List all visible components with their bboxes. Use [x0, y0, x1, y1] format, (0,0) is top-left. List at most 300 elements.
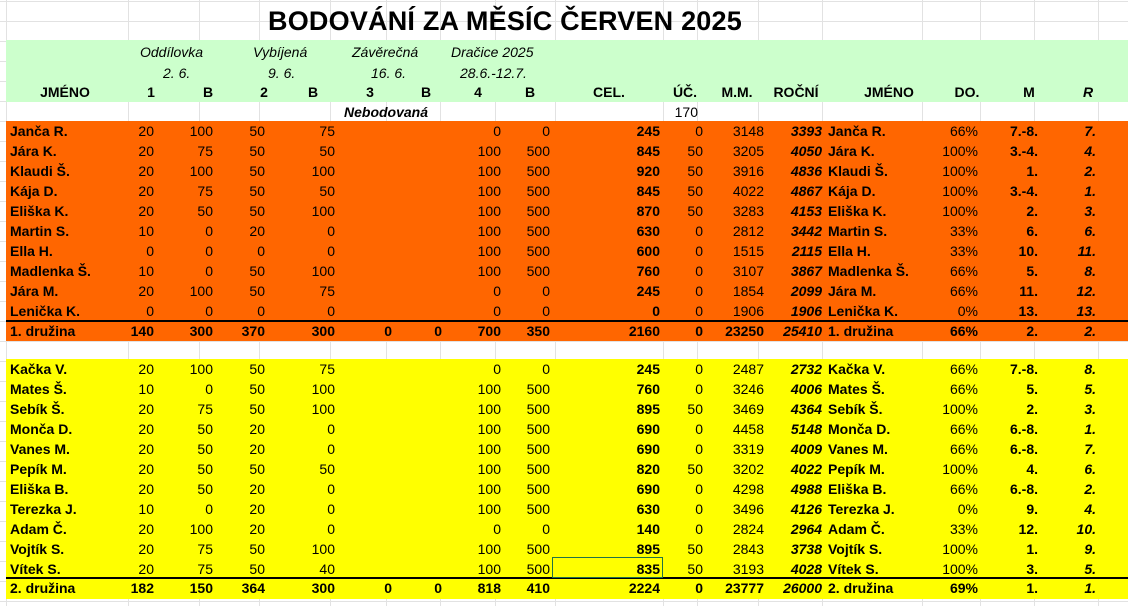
- cell-col-r[interactable]: 7.: [1084, 441, 1096, 457]
- cell-col-yearly[interactable]: 2115: [791, 243, 822, 259]
- cell-col-3[interactable]: [338, 181, 392, 201]
- cell-col-b4[interactable]: 0: [542, 521, 550, 537]
- cell-col-1[interactable]: 182: [130, 580, 154, 596]
- cell-name[interactable]: Adam Č.: [10, 521, 67, 537]
- cell-col-r[interactable]: 6.: [1084, 223, 1096, 239]
- cell-col-mm[interactable]: 3148: [732, 123, 764, 139]
- cell-col-m[interactable]: 13.: [1018, 303, 1038, 319]
- cell-col-b1[interactable]: 50: [197, 203, 213, 219]
- cell-col-yearly[interactable]: 4009: [790, 441, 822, 457]
- cell-col-b2[interactable]: 0: [327, 303, 335, 319]
- sheet-title[interactable]: BODOVÁNÍ ZA MĚSÍC ČERVEN 2025: [268, 6, 742, 36]
- cell-col-participation[interactable]: 0: [695, 303, 703, 319]
- col-header-b4[interactable]: B: [524, 84, 536, 100]
- cell-col-b4[interactable]: 500: [526, 381, 550, 397]
- cell-col-4[interactable]: 0: [493, 361, 501, 377]
- cell-col-participation[interactable]: 50: [687, 143, 703, 159]
- cell-col-participation[interactable]: 0: [695, 323, 703, 339]
- cell-col-m[interactable]: 6.-8.: [1009, 421, 1038, 437]
- cell-col-b1[interactable]: 50: [197, 441, 213, 457]
- cell-col-participation[interactable]: 0: [695, 243, 703, 259]
- cell-col-2[interactable]: 364: [241, 580, 265, 596]
- cell-col-1[interactable]: 20: [138, 421, 154, 437]
- selected-cell[interactable]: [552, 557, 663, 578]
- cell-col-b3[interactable]: [396, 301, 442, 321]
- cell-col-m[interactable]: 3.: [1026, 561, 1038, 577]
- cell-col-attendance[interactable]: 100%: [942, 461, 978, 477]
- cell-col-b4[interactable]: 410: [526, 580, 550, 596]
- cell-col-b4[interactable]: 500: [526, 143, 550, 159]
- event-date-4[interactable]: 28.6.-12.7.: [460, 65, 527, 81]
- cell-name-2[interactable]: Monča D.: [828, 421, 891, 437]
- cell-col-4[interactable]: 100: [477, 501, 501, 517]
- cell-col-1[interactable]: 0: [146, 303, 154, 319]
- cell-col-b1[interactable]: 75: [197, 401, 213, 417]
- cell-col-3[interactable]: [338, 539, 392, 559]
- cell-col-r[interactable]: 7.: [1084, 123, 1096, 139]
- cell-col-1[interactable]: 10: [138, 223, 154, 239]
- cell-col-2[interactable]: 50: [249, 183, 265, 199]
- cell-col-4[interactable]: 0: [493, 123, 501, 139]
- cell-col-participation[interactable]: 0: [695, 441, 703, 457]
- cell-col-4[interactable]: 100: [477, 461, 501, 477]
- col-header-m[interactable]: M: [1023, 84, 1035, 100]
- cell-col-total[interactable]: 140: [636, 521, 660, 537]
- cell-col-total[interactable]: 2224: [628, 580, 660, 596]
- cell-col-b3[interactable]: [396, 519, 442, 539]
- cell-name[interactable]: 2. družina: [10, 580, 76, 596]
- cell-col-b4[interactable]: 500: [526, 561, 550, 577]
- col-header-b2[interactable]: B: [307, 84, 319, 100]
- cell-col-1[interactable]: 10: [138, 381, 154, 397]
- cell-name-2[interactable]: Ella H.: [828, 243, 871, 259]
- cell-name[interactable]: Madlenka Š.: [10, 263, 91, 279]
- col-header-2[interactable]: 2: [260, 84, 268, 100]
- cell-col-r[interactable]: 2.: [1084, 323, 1096, 339]
- cell-name[interactable]: Vojtík S.: [10, 541, 65, 557]
- cell-col-3[interactable]: [338, 399, 392, 419]
- cell-col-m[interactable]: 7.-8.: [1009, 361, 1038, 377]
- cell-col-1[interactable]: 20: [138, 361, 154, 377]
- cell-col-total[interactable]: 760: [636, 381, 660, 397]
- cell-col-yearly[interactable]: 3867: [790, 263, 822, 279]
- cell-col-3[interactable]: [338, 261, 392, 281]
- cell-name[interactable]: Vanes M.: [10, 441, 70, 457]
- cell-col-b2[interactable]: 300: [311, 580, 335, 596]
- cell-col-attendance[interactable]: 100%: [942, 401, 978, 417]
- cell-col-1[interactable]: 0: [146, 243, 154, 259]
- cell-col-2[interactable]: 50: [249, 381, 265, 397]
- cell-col-3[interactable]: [338, 419, 392, 439]
- cell-col-mm[interactable]: 3496: [732, 501, 764, 517]
- cell-name-2[interactable]: Pepík M.: [828, 461, 885, 477]
- col-header-1[interactable]: 1: [147, 84, 155, 100]
- cell-col-mm[interactable]: 1854: [732, 283, 764, 299]
- cell-col-attendance[interactable]: 33%: [949, 243, 978, 259]
- cell-col-b1[interactable]: 0: [205, 223, 213, 239]
- cell-col-b3[interactable]: [396, 479, 442, 499]
- cell-name-2[interactable]: Klaudi Š.: [828, 163, 888, 179]
- cell-col-mm[interactable]: 3202: [732, 461, 764, 477]
- cell-name[interactable]: Pepík M.: [10, 461, 67, 477]
- cell-col-yearly[interactable]: 3442: [790, 223, 822, 239]
- cell-col-b3[interactable]: [396, 221, 442, 241]
- cell-col-4[interactable]: 100: [477, 263, 501, 279]
- cell-col-attendance[interactable]: 69%: [949, 580, 978, 596]
- cell-col-2[interactable]: 370: [241, 323, 265, 339]
- cell-col-3[interactable]: [338, 499, 392, 519]
- cell-col-m[interactable]: 11.: [1019, 283, 1038, 299]
- cell-col-3[interactable]: 0: [384, 323, 392, 339]
- cell-col-mm[interactable]: 3205: [732, 143, 764, 159]
- cell-col-3[interactable]: 0: [384, 580, 392, 596]
- cell-col-1[interactable]: 140: [130, 323, 154, 339]
- cell-col-4[interactable]: 100: [477, 421, 501, 437]
- cell-col-b3[interactable]: 0: [434, 580, 442, 596]
- event-date-1[interactable]: 2. 6.: [163, 65, 191, 81]
- cell-col-participation[interactable]: 0: [695, 283, 703, 299]
- cell-col-2[interactable]: 50: [249, 163, 265, 179]
- cell-col-4[interactable]: 100: [477, 143, 501, 159]
- cell-col-4[interactable]: 100: [477, 441, 501, 457]
- cell-col-r[interactable]: 2.: [1084, 163, 1096, 179]
- cell-col-m[interactable]: 5.: [1026, 263, 1038, 279]
- cell-name[interactable]: Mates Š.: [10, 381, 67, 397]
- cell-col-mm[interactable]: 2843: [732, 541, 764, 557]
- unscored-label[interactable]: Nebodovaná: [344, 104, 429, 120]
- cell-col-yearly[interactable]: 3738: [790, 541, 822, 557]
- event-name-2[interactable]: Vybíjená: [253, 44, 308, 60]
- cell-col-mm[interactable]: 3107: [732, 263, 764, 279]
- cell-col-yearly[interactable]: 4050: [790, 143, 822, 159]
- cell-col-1[interactable]: 20: [138, 561, 154, 577]
- cell-col-2[interactable]: 50: [249, 401, 265, 417]
- cell-col-1[interactable]: 20: [138, 481, 154, 497]
- cell-col-b2[interactable]: 100: [311, 401, 335, 417]
- cell-name-2[interactable]: Kája D.: [828, 183, 876, 199]
- cell-name[interactable]: Ella H.: [10, 243, 53, 259]
- cell-col-participation[interactable]: 50: [687, 461, 703, 477]
- cell-col-1[interactable]: 20: [138, 521, 154, 537]
- cell-name[interactable]: Jára M.: [10, 283, 59, 299]
- cell-col-attendance[interactable]: 33%: [949, 223, 978, 239]
- cell-col-mm[interactable]: 23777: [725, 580, 764, 596]
- cell-name[interactable]: Janča R.: [10, 123, 68, 139]
- cell-col-m[interactable]: 1.: [1026, 580, 1038, 596]
- cell-col-1[interactable]: 20: [138, 163, 154, 179]
- cell-col-mm[interactable]: 3246: [732, 381, 764, 397]
- cell-col-r[interactable]: 8.: [1084, 263, 1096, 279]
- cell-col-2[interactable]: 50: [249, 361, 265, 377]
- cell-col-b4[interactable]: 500: [526, 243, 550, 259]
- cell-col-3[interactable]: [338, 459, 392, 479]
- cell-col-participation[interactable]: 50: [687, 561, 703, 577]
- cell-col-r[interactable]: 3.: [1084, 401, 1096, 417]
- cell-name-2[interactable]: Eliška B.: [828, 481, 887, 497]
- cell-col-yearly[interactable]: 4867: [790, 183, 822, 199]
- cell-name[interactable]: Kája D.: [10, 183, 58, 199]
- event-name-3[interactable]: Závěrečná: [352, 44, 419, 60]
- cell-col-b2[interactable]: 0: [327, 481, 335, 497]
- cell-col-yearly[interactable]: 4364: [790, 401, 822, 417]
- cell-col-2[interactable]: 50: [249, 123, 265, 139]
- cell-col-4[interactable]: 100: [477, 183, 501, 199]
- cell-col-b3[interactable]: [396, 399, 442, 419]
- cell-name-2[interactable]: Jára K.: [828, 143, 875, 159]
- cell-col-b2[interactable]: 0: [327, 501, 335, 517]
- cell-col-participation[interactable]: 0: [695, 421, 703, 437]
- cell-col-total[interactable]: 895: [636, 541, 660, 557]
- event-date-2[interactable]: 9. 6.: [268, 65, 296, 81]
- col-header-total[interactable]: CEL.: [593, 84, 625, 100]
- cell-col-b3[interactable]: [396, 281, 442, 301]
- cell-col-b4[interactable]: 500: [526, 183, 550, 199]
- cell-col-1[interactable]: 20: [138, 461, 154, 477]
- cell-col-4[interactable]: 100: [477, 223, 501, 239]
- cell-col-total[interactable]: 245: [636, 123, 660, 139]
- cell-col-yearly[interactable]: 4022: [790, 461, 822, 477]
- cell-col-b4[interactable]: 500: [526, 481, 550, 497]
- cell-col-participation[interactable]: 50: [687, 183, 703, 199]
- cell-col-mm[interactable]: 23250: [725, 323, 764, 339]
- cell-col-yearly[interactable]: 4153: [790, 203, 822, 219]
- cell-col-2[interactable]: 0: [257, 303, 265, 319]
- cell-col-b1[interactable]: 0: [205, 243, 213, 259]
- cell-col-mm[interactable]: 2824: [732, 521, 764, 537]
- cell-col-yearly[interactable]: 2732: [790, 361, 822, 377]
- cell-col-m[interactable]: 6.: [1026, 223, 1038, 239]
- event-date-3[interactable]: 16. 6.: [371, 65, 407, 81]
- cell-col-m[interactable]: 3.-4.: [1009, 183, 1038, 199]
- cell-col-2[interactable]: 0: [257, 243, 265, 259]
- cell-col-total[interactable]: 845: [636, 183, 660, 199]
- col-header-name[interactable]: JMÉNO: [40, 84, 90, 100]
- cell-col-b1[interactable]: 100: [189, 283, 213, 299]
- cell-col-2[interactable]: 50: [249, 461, 265, 477]
- cell-col-b1[interactable]: 0: [205, 501, 213, 517]
- cell-col-total[interactable]: 820: [636, 461, 660, 477]
- cell-col-participation[interactable]: 50: [687, 163, 703, 179]
- cell-col-2[interactable]: 50: [249, 561, 265, 577]
- cell-col-m[interactable]: 2.: [1026, 203, 1038, 219]
- cell-col-m[interactable]: 6.-8.: [1009, 481, 1038, 497]
- cell-col-3[interactable]: [338, 301, 392, 321]
- cell-col-mm[interactable]: 2812: [732, 223, 764, 239]
- cell-name-2[interactable]: Vojtík S.: [828, 541, 883, 557]
- cell-col-m[interactable]: 4.: [1026, 461, 1038, 477]
- cell-name[interactable]: Terezka J.: [10, 501, 77, 517]
- cell-col-b1[interactable]: 100: [189, 521, 213, 537]
- cell-col-attendance[interactable]: 100%: [942, 203, 978, 219]
- cell-col-m[interactable]: 1.: [1026, 541, 1038, 557]
- cell-col-3[interactable]: [338, 379, 392, 399]
- cell-col-b2[interactable]: 75: [319, 361, 335, 377]
- cell-col-b4[interactable]: 0: [542, 303, 550, 319]
- cell-name[interactable]: Eliška B.: [10, 481, 69, 497]
- cell-col-attendance[interactable]: 66%: [949, 283, 978, 299]
- cell-col-b3[interactable]: [396, 181, 442, 201]
- cell-name[interactable]: Lenička K.: [10, 303, 81, 319]
- cell-col-b3[interactable]: 0: [434, 323, 442, 339]
- cell-col-2[interactable]: 50: [249, 541, 265, 557]
- col-header-3[interactable]: 3: [366, 84, 374, 100]
- cell-col-1[interactable]: 20: [138, 401, 154, 417]
- cell-col-r[interactable]: 8.: [1084, 361, 1096, 377]
- cell-col-r[interactable]: 1.: [1084, 580, 1096, 596]
- cell-col-b3[interactable]: [396, 241, 442, 261]
- cell-col-yearly[interactable]: 4836: [790, 163, 822, 179]
- cell-col-mm[interactable]: 1906: [732, 303, 764, 319]
- cell-col-3[interactable]: [338, 141, 392, 161]
- cell-col-4[interactable]: 100: [477, 381, 501, 397]
- cell-col-mm[interactable]: 3319: [732, 441, 764, 457]
- cell-col-r[interactable]: 12.: [1076, 283, 1096, 299]
- cell-col-b4[interactable]: 500: [526, 541, 550, 557]
- cell-col-m[interactable]: 2.: [1026, 401, 1038, 417]
- cell-col-4[interactable]: 100: [477, 203, 501, 219]
- cell-col-2[interactable]: 20: [249, 441, 265, 457]
- cell-col-participation[interactable]: 0: [695, 481, 703, 497]
- cell-col-b2[interactable]: 100: [311, 381, 335, 397]
- cell-col-m[interactable]: 6.-8.: [1009, 441, 1038, 457]
- cell-col-mm[interactable]: 3283: [732, 203, 764, 219]
- cell-col-total[interactable]: 630: [636, 501, 660, 517]
- cell-name-2[interactable]: 2. družina: [828, 580, 894, 596]
- cell-col-b1[interactable]: 50: [197, 461, 213, 477]
- cell-col-b2[interactable]: 0: [327, 223, 335, 239]
- cell-col-1[interactable]: 10: [138, 501, 154, 517]
- cell-col-yearly[interactable]: 4126: [790, 501, 822, 517]
- cell-col-attendance[interactable]: 66%: [949, 481, 978, 497]
- cell-col-mm[interactable]: 3193: [732, 561, 764, 577]
- cell-col-r[interactable]: 11.: [1077, 243, 1096, 259]
- cell-col-b2[interactable]: 50: [319, 461, 335, 477]
- col-header-yearly[interactable]: ROČNÍ: [773, 84, 819, 100]
- cell-name[interactable]: Vítek S.: [10, 561, 61, 577]
- cell-col-b1[interactable]: 0: [205, 263, 213, 279]
- cell-col-yearly[interactable]: 25410: [783, 323, 822, 339]
- cell-col-mm[interactable]: 2487: [732, 361, 764, 377]
- cell-col-b4[interactable]: 500: [526, 203, 550, 219]
- cell-name[interactable]: Eliška K.: [10, 203, 69, 219]
- cell-col-participation[interactable]: 50: [687, 203, 703, 219]
- cell-col-m[interactable]: 3.-4.: [1009, 143, 1038, 159]
- cell-col-b1[interactable]: 100: [189, 123, 213, 139]
- cell-col-participation[interactable]: 0: [695, 123, 703, 139]
- cell-name-2[interactable]: Janča R.: [828, 123, 886, 139]
- cell-col-b1[interactable]: 75: [197, 561, 213, 577]
- cell-name[interactable]: Monča D.: [10, 421, 73, 437]
- cell-col-1[interactable]: 20: [138, 123, 154, 139]
- cell-col-b1[interactable]: 300: [189, 323, 213, 339]
- col-header-b1[interactable]: B: [202, 84, 214, 100]
- cell-col-participation[interactable]: 0: [695, 580, 703, 596]
- cell-col-attendance[interactable]: 100%: [942, 163, 978, 179]
- col-header-name-2[interactable]: JMÉNO: [864, 84, 914, 100]
- cell-col-2[interactable]: 20: [249, 223, 265, 239]
- cell-col-m[interactable]: 2.: [1026, 323, 1038, 339]
- cell-col-mm[interactable]: 1515: [732, 243, 764, 259]
- col-header-participation[interactable]: ÚČ.: [672, 84, 698, 100]
- cell-col-4[interactable]: 100: [477, 561, 501, 577]
- cell-col-4[interactable]: 818: [477, 580, 501, 596]
- cell-col-1[interactable]: 10: [138, 263, 154, 279]
- cell-col-total[interactable]: 690: [636, 481, 660, 497]
- cell-col-b3[interactable]: [396, 141, 442, 161]
- cell-col-2[interactable]: 50: [249, 143, 265, 159]
- cell-col-b4[interactable]: 350: [526, 323, 550, 339]
- cell-col-b1[interactable]: 150: [189, 580, 213, 596]
- cell-col-b2[interactable]: 0: [327, 441, 335, 457]
- cell-col-b3[interactable]: [396, 499, 442, 519]
- cell-col-b3[interactable]: [396, 161, 442, 181]
- cell-col-attendance[interactable]: 100%: [942, 183, 978, 199]
- cell-col-b3[interactable]: [396, 201, 442, 221]
- cell-col-3[interactable]: [338, 121, 392, 141]
- event-name-1[interactable]: Oddílovka: [140, 44, 204, 60]
- cell-name-2[interactable]: Martin S.: [828, 223, 888, 239]
- cell-col-b3[interactable]: [396, 439, 442, 459]
- cell-col-r[interactable]: 2.: [1084, 481, 1096, 497]
- cell-col-total[interactable]: 245: [636, 361, 660, 377]
- cell-col-b3[interactable]: [396, 539, 442, 559]
- cell-col-4[interactable]: 0: [493, 283, 501, 299]
- cell-col-b2[interactable]: 75: [319, 123, 335, 139]
- cell-col-b4[interactable]: 500: [526, 461, 550, 477]
- cell-col-participation[interactable]: 50: [687, 541, 703, 557]
- cell-col-b1[interactable]: 0: [205, 381, 213, 397]
- cell-col-r[interactable]: 9.: [1084, 541, 1096, 557]
- cell-col-b2[interactable]: 300: [311, 323, 335, 339]
- cell-col-total[interactable]: 630: [636, 223, 660, 239]
- cell-col-r[interactable]: 4.: [1084, 143, 1096, 159]
- cell-col-yearly[interactable]: 4988: [790, 481, 822, 497]
- col-header-attendance[interactable]: DO.: [954, 84, 980, 100]
- cell-name-2[interactable]: Madlenka Š.: [828, 263, 909, 279]
- cell-col-b3[interactable]: [396, 359, 442, 379]
- cell-name-2[interactable]: Lenička K.: [828, 303, 899, 319]
- cell-col-r[interactable]: 1.: [1084, 421, 1096, 437]
- cell-name-2[interactable]: Sebík Š.: [828, 401, 883, 417]
- cell-name-2[interactable]: Eliška K.: [828, 203, 887, 219]
- cell-col-b4[interactable]: 500: [526, 163, 550, 179]
- cell-col-3[interactable]: [338, 479, 392, 499]
- cell-col-attendance[interactable]: 66%: [949, 263, 978, 279]
- cell-col-4[interactable]: 100: [477, 163, 501, 179]
- cell-col-r[interactable]: 10.: [1076, 521, 1096, 537]
- cell-name-2[interactable]: Mates Š.: [828, 381, 885, 397]
- cell-col-4[interactable]: 0: [493, 521, 501, 537]
- cell-col-3[interactable]: [338, 201, 392, 221]
- cell-col-b3[interactable]: [396, 379, 442, 399]
- cell-col-b4[interactable]: 0: [542, 361, 550, 377]
- cell-col-3[interactable]: [338, 281, 392, 301]
- cell-col-total[interactable]: 690: [636, 421, 660, 437]
- cell-col-total[interactable]: 920: [636, 163, 660, 179]
- cell-col-yearly[interactable]: 2964: [790, 521, 822, 537]
- cell-col-participation[interactable]: 50: [687, 401, 703, 417]
- cell-col-4[interactable]: 100: [477, 401, 501, 417]
- cell-name[interactable]: 1. družina: [10, 323, 76, 339]
- cell-col-b4[interactable]: 500: [526, 421, 550, 437]
- cell-col-participation[interactable]: 0: [695, 381, 703, 397]
- cell-col-participation[interactable]: 0: [695, 521, 703, 537]
- cell-col-3[interactable]: [338, 241, 392, 261]
- cell-col-attendance[interactable]: 66%: [949, 381, 978, 397]
- cell-col-b2[interactable]: 75: [319, 283, 335, 299]
- cell-col-yearly[interactable]: 3393: [790, 123, 822, 139]
- cell-name-2[interactable]: Kačka V.: [828, 361, 886, 377]
